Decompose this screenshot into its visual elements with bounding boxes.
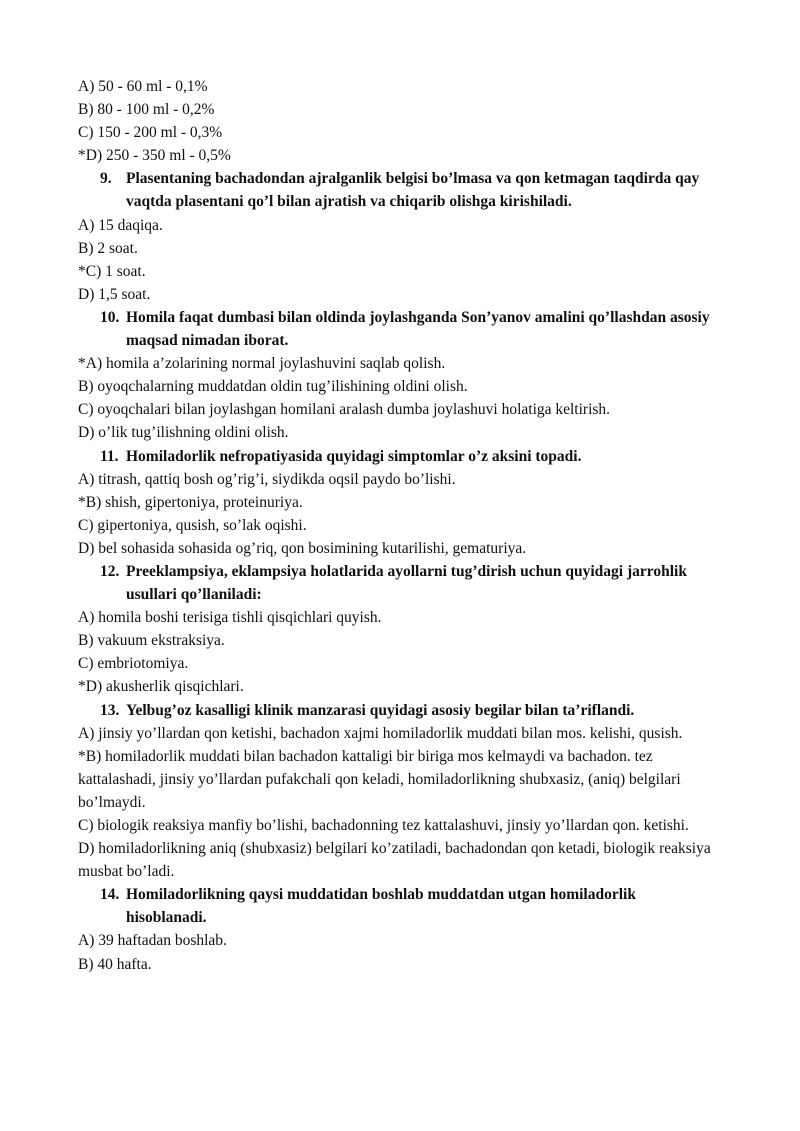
question-heading xyxy=(100,167,720,213)
question-text: Yelbug’oz kasalligi klinik manzarasi quyidagi asosiy begilar bilan ta’riflandi. xyxy=(126,701,635,719)
question-text: Preeklampsiya, eklampsiya holatlarida ayollarni tug’dirish uchun quyidagi jarrohlik usullari qo’llaniladi: xyxy=(126,562,687,604)
answer-option: *C) 1 soat. xyxy=(78,262,146,280)
answer-option: B) 80 - 100 ml - 0,2% xyxy=(78,101,215,119)
answer-option: *B) shish, gipertoniya, proteinuriya. xyxy=(78,493,303,511)
answer-option: D) bel sohasida sohasida og’riq, qon bosimining kutarilishi, gematuriya. xyxy=(78,539,527,557)
answer-option: A) homila boshi terisiga tishli qisqichlari quyish. xyxy=(78,609,382,627)
question-number: 12. xyxy=(100,562,120,580)
question-number: 13. xyxy=(100,701,120,719)
answer-option: C) gipertoniya, qusish, so’lak oqishi. xyxy=(78,516,307,534)
question-number: 11. xyxy=(100,447,119,465)
answer-option: *A) homila a’zolarining normal joylashuvini saqlab qolish. xyxy=(78,355,446,373)
answer-option: B) 40 hafta. xyxy=(78,955,152,973)
answer-option: D) homiladorlikning aniq (shubxasiz) belgilari ko’zatiladi, bachadondan qon ketadi, biologik reaksiya musbat bo’ladi. xyxy=(78,840,711,881)
answer-option: B) 2 soat. xyxy=(78,239,138,257)
question-text: Homiladorlik nefropatiyasida quyidagi simptomlar o’z aksini topadi. xyxy=(126,447,582,465)
answer-option: B) vakuum ekstraksiya. xyxy=(78,632,225,650)
answer-option: D) 1,5 soat. xyxy=(78,285,151,303)
question-number: 14. xyxy=(100,886,120,904)
question-text: Plasentaning bachadondan ajralganlik belgisi bo’lmasa va qon ketmagan taqdirda qay vaqtda plasentani qo’l bilan ajratish va chiqarib olishga kirishiladi. xyxy=(126,170,700,211)
answer-option: *D) 250 - 350 ml - 0,5% xyxy=(78,147,231,165)
question-number: 9. xyxy=(100,170,112,188)
answer-option: A) 15 daqiqa. xyxy=(78,216,163,234)
answer-option: C) embriotomiya. xyxy=(78,655,189,673)
answer-option: *D) akusherlik qisqichlari. xyxy=(78,678,244,696)
question-text: Homiladorlikning qaysi muddatidan boshlab muddatdan utgan homiladorlik hisoblanadi. xyxy=(126,886,636,927)
question-heading xyxy=(100,699,720,722)
answer-option: C) 150 - 200 ml - 0,3% xyxy=(78,124,223,142)
answer-option: A) titrash, qattiq bosh og’rig’i, siydikda oqsil paydo bo’lishi. xyxy=(78,470,456,488)
question-heading xyxy=(100,445,720,468)
question-number: 10. xyxy=(100,308,120,326)
answer-option: B) oyoqchalarning muddatdan oldin tug’ilishining oldini olish. xyxy=(78,378,468,396)
question-heading xyxy=(100,560,720,606)
answer-option: A) 50 - 60 ml - 0,1% xyxy=(78,78,208,95)
answer-option: A) jinsiy yo’llardan qon ketishi, bachadon xajmi homiladorlik muddati bilan mos. kelishi, qusish. xyxy=(78,724,683,742)
answer-option: D) o’lik tug’ilishning oldini olish. xyxy=(78,424,289,442)
question-heading xyxy=(100,883,720,929)
answer-option: A) 39 haftadan boshlab. xyxy=(78,932,227,950)
answer-option: C) biologik reaksiya manfiy bo’lishi, bachadonning tez kattalashuvi, jinsiy yo’llardan qon. ketishi. xyxy=(78,817,689,834)
question-text: Homila faqat dumbasi bilan oldinda joylashganda Son’yanov amalini qo’llashdan asosiy maqsad nimadan iborat. xyxy=(126,308,710,350)
question-heading xyxy=(100,306,720,352)
answer-option: C) oyoqchalari bilan joylashgan homilani aralash dumba joylashuvi holatiga keltirish. xyxy=(78,401,611,419)
answer-option: *B) homiladorlik muddati bilan bachadon kattaligi bir biriga mos kelmaydi va bachadon. tez kattalashadi, jinsiy yo’llardan pufakchali qon keladi, homiladorlikning shubxasiz, (aniq) belgilari bo’lmaydi. xyxy=(78,747,681,811)
